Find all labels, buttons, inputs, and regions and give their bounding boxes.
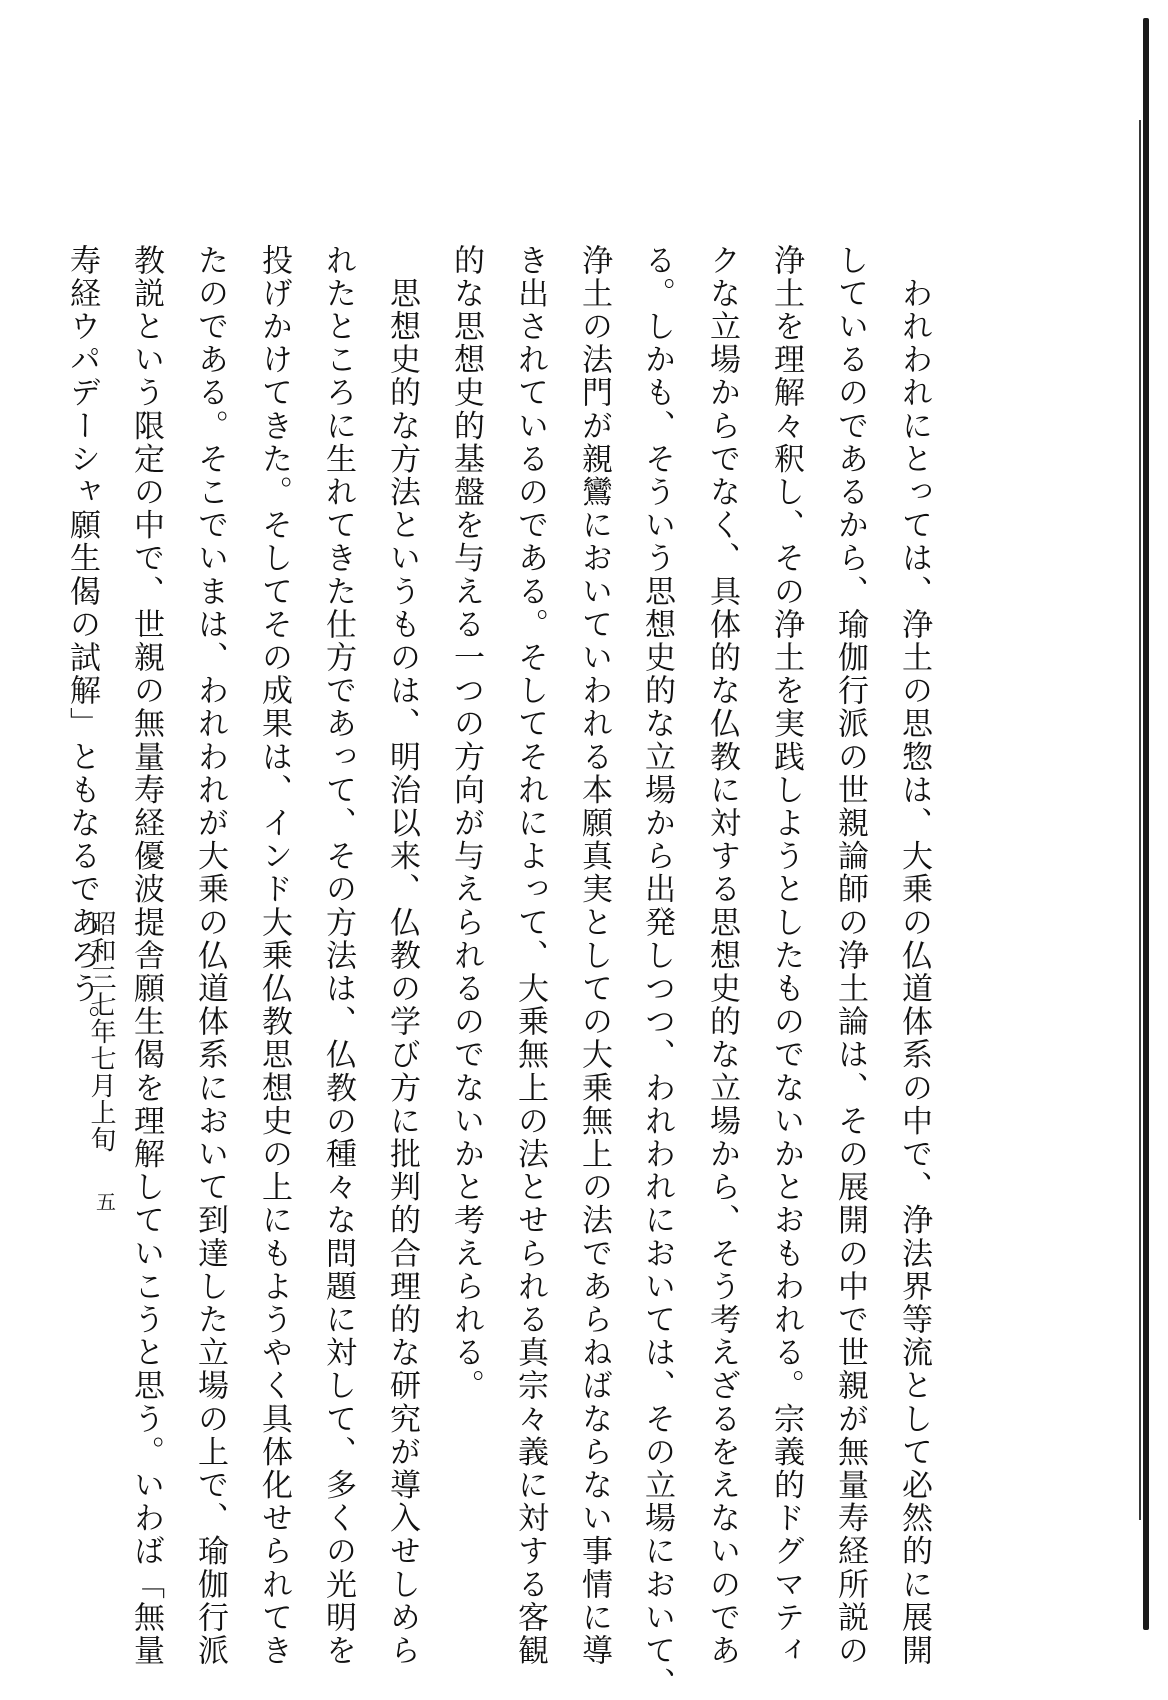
- text-line-8: 的な思想史的基盤を与える一つの方向が与えられるのでないかと考えられる。: [448, 244, 484, 1403]
- text-line-6: 浄土の法門が親鸞においていわれる本願真実としての大乗無上の法であらねばならない事情に導: [576, 244, 612, 1668]
- text-line-13: 教説という限定の中で、世親の無量寿経優波提舎願生偈を理解していこうと思う。いわば「無量: [128, 244, 164, 1668]
- page-edge-line: [1139, 120, 1141, 1520]
- text-line-1: われわれにとっては、浄土の思惣は、大乗の仏道体系の中で、浄法界等流として必然的に展開: [896, 244, 932, 1668]
- text-line-14: 寿経ウパデーシャ願生偈の試解」ともなるであろう。: [64, 244, 100, 1039]
- text-line-4: クな立場からでなく、具体的な仏教に対する思想史的な立場から、そう考えざるをえないのであ: [704, 244, 740, 1668]
- page-number: 五: [96, 1190, 116, 1214]
- text-line-7: き出されているのである。そしてそれによって、大乗無上の法とせられる真宗々義に対する客観: [512, 244, 548, 1668]
- text-line-11: 投げかけてきた。そしてその成果は、インド大乗仏教思想史の上にもようやく具体化せられてき: [256, 244, 292, 1668]
- page-edge-shadow: [1143, 18, 1149, 1630]
- text-line-3: 浄土を理解々釈し、その浄土を実践しようとしたものでないかとおもわれる。宗義的ドグマティ: [768, 244, 804, 1668]
- date-line: 昭和三七年七月上旬: [86, 910, 116, 1153]
- text-line-12: たのである。そこでいまは、われわれが大乗の仏道体系において到達した立場の上で、瑜伽行派: [192, 244, 228, 1668]
- text-line-10: れたところに生れてきた仕方であって、その方法は、仏教の種々な問題に対して、多くの光明を: [320, 244, 356, 1668]
- text-line-2: しているのであるから、瑜伽行派の世親論師の浄土論は、その展開の中で世親が無量寿経所説の: [832, 244, 868, 1668]
- text-line-5: る。しかも、そういう思想史的な立場から出発しつつ、われわれにおいては、その立場において、: [639, 244, 675, 1700]
- text-line-9: 思想史的な方法というものは、明治以来、仏教の学び方に批判的合理的な研究が導入せしめら: [384, 244, 420, 1668]
